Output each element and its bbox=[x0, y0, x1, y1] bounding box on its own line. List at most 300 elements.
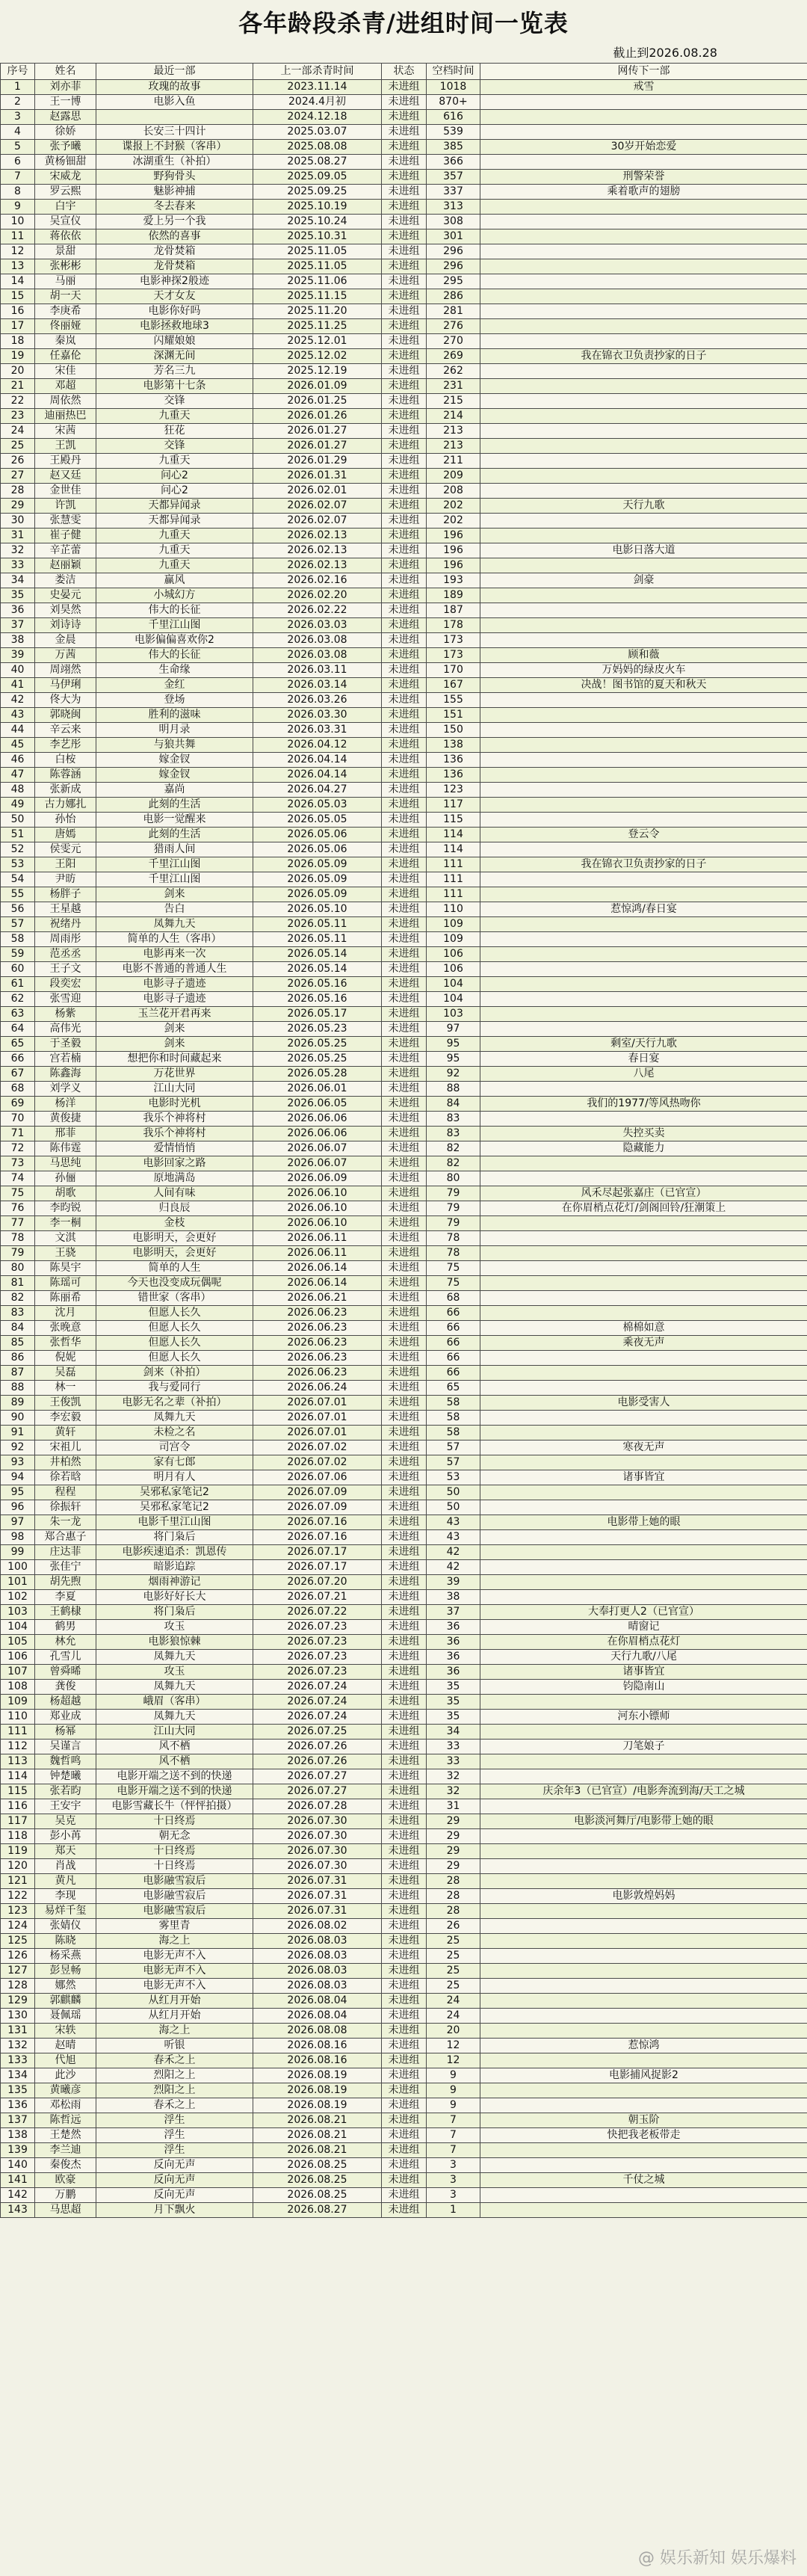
cell-name: 刘昊然 bbox=[35, 603, 96, 618]
col-header-next-project: 网传下一部 bbox=[480, 64, 807, 80]
cell-name: 郭晓闽 bbox=[35, 708, 96, 723]
cell-gap-days: 33 bbox=[427, 1740, 480, 1754]
cell-status: 未进组 bbox=[382, 1216, 427, 1231]
cell-gap-days: 616 bbox=[427, 110, 480, 125]
cell-next-project bbox=[480, 1844, 807, 1859]
cell-gap-days: 104 bbox=[427, 992, 480, 1007]
cell-status: 未进组 bbox=[382, 229, 427, 244]
cell-next-project bbox=[480, 2053, 807, 2068]
cell-name: 金世佳 bbox=[35, 484, 96, 499]
cell-index: 86 bbox=[1, 1351, 35, 1366]
cell-name: 李艺彤 bbox=[35, 738, 96, 753]
cell-index: 133 bbox=[1, 2053, 35, 2068]
cell-gap-days: 187 bbox=[427, 603, 480, 618]
cell-wrap-date: 2025.03.07 bbox=[253, 125, 382, 140]
cell-gap-days: 24 bbox=[427, 2009, 480, 2024]
cell-gap-days: 57 bbox=[427, 1455, 480, 1470]
cell-gap-days: 193 bbox=[427, 573, 480, 588]
cell-name: 王骁 bbox=[35, 1246, 96, 1261]
cell-status: 未进组 bbox=[382, 663, 427, 678]
cell-name: 李昀锐 bbox=[35, 1201, 96, 1216]
cell-name: 张予曦 bbox=[35, 140, 96, 155]
cell-gap-days: 109 bbox=[427, 917, 480, 932]
cell-index: 22 bbox=[1, 394, 35, 409]
cell-gap-days: 36 bbox=[427, 1635, 480, 1650]
cell-status: 未进组 bbox=[382, 1261, 427, 1276]
cell-status: 未进组 bbox=[382, 1201, 427, 1216]
cell-next-project bbox=[480, 1112, 807, 1127]
cell-gap-days: 75 bbox=[427, 1276, 480, 1291]
cell-latest-work: 电影狼惊棘 bbox=[96, 1635, 253, 1650]
cell-latest-work: 司宫令 bbox=[96, 1440, 253, 1455]
cell-next-project bbox=[480, 917, 807, 932]
cell-latest-work: 猎雨人间 bbox=[96, 842, 253, 857]
cell-latest-work: 错世家（客串） bbox=[96, 1291, 253, 1306]
cell-index: 122 bbox=[1, 1889, 35, 1904]
table-row bbox=[1, 319, 807, 334]
cell-gap-days: 97 bbox=[427, 1022, 480, 1037]
table-row bbox=[1, 1575, 807, 1590]
cell-latest-work: 九重天 bbox=[96, 529, 253, 543]
table-row bbox=[1, 1560, 807, 1575]
cell-gap-days: 1018 bbox=[427, 80, 480, 95]
cell-index: 73 bbox=[1, 1156, 35, 1171]
table-row bbox=[1, 1141, 807, 1156]
cell-latest-work: 电影无名之辈（补拍） bbox=[96, 1396, 253, 1411]
cell-latest-work: 电影寻子遗迹 bbox=[96, 977, 253, 992]
cell-wrap-date: 2026.02.01 bbox=[253, 484, 382, 499]
cell-wrap-date: 2026.03.14 bbox=[253, 678, 382, 693]
cell-name: 黄杨钿甜 bbox=[35, 155, 96, 170]
watermark: @ 娱乐新知 娱乐爆料 bbox=[638, 2549, 797, 2568]
cell-gap-days: 7 bbox=[427, 2143, 480, 2158]
cell-status: 未进组 bbox=[382, 1037, 427, 1052]
table-row bbox=[1, 842, 807, 857]
cell-index: 7 bbox=[1, 170, 35, 185]
cell-name: 崔子健 bbox=[35, 529, 96, 543]
cell-index: 100 bbox=[1, 1560, 35, 1575]
col-header-wrap-date: 上一部杀青时间 bbox=[253, 64, 382, 80]
table-row bbox=[1, 1336, 807, 1351]
cell-index: 35 bbox=[1, 588, 35, 603]
cell-next-project bbox=[480, 1949, 807, 1964]
cell-next-project bbox=[480, 1291, 807, 1306]
cell-wrap-date: 2026.01.26 bbox=[253, 409, 382, 424]
cell-name: 秦岚 bbox=[35, 334, 96, 349]
cell-index: 111 bbox=[1, 1725, 35, 1740]
cell-name: 林一 bbox=[35, 1381, 96, 1396]
cell-name: 佟大为 bbox=[35, 693, 96, 708]
cell-next-project bbox=[480, 1455, 807, 1470]
cell-name: 赵晴 bbox=[35, 2039, 96, 2053]
cell-index: 83 bbox=[1, 1306, 35, 1321]
cell-next-project bbox=[480, 1590, 807, 1605]
table-row bbox=[1, 1635, 807, 1650]
cell-wrap-date: 2025.11.25 bbox=[253, 319, 382, 334]
cell-gap-days: 38 bbox=[427, 1590, 480, 1605]
cell-name: 罗云熙 bbox=[35, 185, 96, 200]
cell-index: 54 bbox=[1, 872, 35, 887]
cell-name: 朱一龙 bbox=[35, 1515, 96, 1530]
table-row bbox=[1, 259, 807, 274]
cell-next-project bbox=[480, 1994, 807, 2009]
cell-wrap-date: 2026.05.17 bbox=[253, 1007, 382, 1022]
cell-name: 杨采燕 bbox=[35, 1949, 96, 1964]
cell-status: 未进组 bbox=[382, 1575, 427, 1590]
cell-gap-days: 337 bbox=[427, 185, 480, 200]
cell-status: 未进组 bbox=[382, 992, 427, 1007]
cell-index: 56 bbox=[1, 902, 35, 917]
cell-latest-work: 凤舞九天 bbox=[96, 1710, 253, 1725]
cell-latest-work: 冬去春来 bbox=[96, 200, 253, 215]
cell-index: 71 bbox=[1, 1127, 35, 1141]
cell-name: 吴宣仪 bbox=[35, 215, 96, 229]
table-row bbox=[1, 2053, 807, 2068]
table-row bbox=[1, 618, 807, 633]
cell-latest-work: 凤舞九天 bbox=[96, 1650, 253, 1665]
cell-gap-days: 178 bbox=[427, 618, 480, 633]
cell-wrap-date: 2026.05.05 bbox=[253, 813, 382, 828]
cell-index: 48 bbox=[1, 783, 35, 798]
cell-latest-work: 千里江山图 bbox=[96, 872, 253, 887]
cell-index: 9 bbox=[1, 200, 35, 215]
cell-gap-days: 35 bbox=[427, 1695, 480, 1710]
cell-name: 范丞丞 bbox=[35, 947, 96, 962]
cell-wrap-date: 2026.07.01 bbox=[253, 1426, 382, 1440]
cell-gap-days: 36 bbox=[427, 1620, 480, 1635]
cell-wrap-date: 2026.02.07 bbox=[253, 514, 382, 529]
cell-gap-days: 88 bbox=[427, 1082, 480, 1097]
cell-next-project: 在你眉梢点花灯 bbox=[480, 1635, 807, 1650]
cell-name: 胡歌 bbox=[35, 1186, 96, 1201]
table-row bbox=[1, 783, 807, 798]
table-row bbox=[1, 1007, 807, 1022]
cell-next-project bbox=[480, 379, 807, 394]
as-of-date: 截止到2026.08.28 bbox=[613, 46, 717, 60]
cell-latest-work: 电影你好吗 bbox=[96, 304, 253, 319]
cell-wrap-date: 2026.07.31 bbox=[253, 1874, 382, 1889]
table-row bbox=[1, 229, 807, 244]
cell-next-project bbox=[480, 1082, 807, 1097]
cell-index: 69 bbox=[1, 1097, 35, 1112]
cell-next-project bbox=[480, 2203, 807, 2218]
cell-status: 未进组 bbox=[382, 1007, 427, 1022]
cell-gap-days: 37 bbox=[427, 1605, 480, 1620]
cell-status: 未进组 bbox=[382, 618, 427, 633]
cell-status: 未进组 bbox=[382, 2188, 427, 2203]
table-row bbox=[1, 1485, 807, 1500]
cell-name: 郑业成 bbox=[35, 1710, 96, 1725]
cell-next-project bbox=[480, 932, 807, 947]
cell-next-project: 我们的1977/等风热吻你 bbox=[480, 1097, 807, 1112]
cell-gap-days: 151 bbox=[427, 708, 480, 723]
cell-gap-days: 7 bbox=[427, 2113, 480, 2128]
table-row bbox=[1, 1979, 807, 1994]
cell-name: 林允 bbox=[35, 1635, 96, 1650]
table-row bbox=[1, 1082, 807, 1097]
cell-wrap-date: 2026.03.08 bbox=[253, 633, 382, 648]
cell-wrap-date: 2026.07.09 bbox=[253, 1485, 382, 1500]
cell-wrap-date: 2026.07.24 bbox=[253, 1710, 382, 1725]
cell-name: 侯雯元 bbox=[35, 842, 96, 857]
cell-next-project: 戒雪 bbox=[480, 80, 807, 95]
cell-latest-work: 登场 bbox=[96, 693, 253, 708]
cell-gap-days: 110 bbox=[427, 902, 480, 917]
cell-status: 未进组 bbox=[382, 1127, 427, 1141]
cell-latest-work: 闪耀娘娘 bbox=[96, 334, 253, 349]
cell-gap-days: 28 bbox=[427, 1904, 480, 1919]
table-row bbox=[1, 1799, 807, 1814]
cell-name: 娜然 bbox=[35, 1979, 96, 1994]
cell-index: 139 bbox=[1, 2143, 35, 2158]
table-row bbox=[1, 185, 807, 200]
cell-gap-days: 366 bbox=[427, 155, 480, 170]
table-row bbox=[1, 349, 807, 364]
cell-wrap-date: 2026.06.06 bbox=[253, 1112, 382, 1127]
cell-wrap-date: 2026.07.20 bbox=[253, 1575, 382, 1590]
cell-wrap-date: 2026.07.21 bbox=[253, 1590, 382, 1605]
cell-name: 许凯 bbox=[35, 499, 96, 514]
cell-wrap-date: 2026.08.21 bbox=[253, 2128, 382, 2143]
cell-index: 105 bbox=[1, 1635, 35, 1650]
cell-status: 未进组 bbox=[382, 1799, 427, 1814]
cell-index: 84 bbox=[1, 1321, 35, 1336]
cell-wrap-date: 2026.05.06 bbox=[253, 828, 382, 842]
table-row bbox=[1, 1321, 807, 1336]
cell-latest-work: 电影融雪寂后 bbox=[96, 1889, 253, 1904]
cell-status: 未进组 bbox=[382, 1889, 427, 1904]
cell-wrap-date: 2025.11.20 bbox=[253, 304, 382, 319]
cell-status: 未进组 bbox=[382, 1426, 427, 1440]
cell-wrap-date: 2026.06.05 bbox=[253, 1097, 382, 1112]
cell-status: 未进组 bbox=[382, 1306, 427, 1321]
table-row bbox=[1, 1411, 807, 1426]
cell-next-project: 乘着歌声的翅膀 bbox=[480, 185, 807, 200]
cell-name: 张若昀 bbox=[35, 1784, 96, 1799]
cell-gap-days: 173 bbox=[427, 648, 480, 663]
cell-next-project bbox=[480, 813, 807, 828]
cell-status: 未进组 bbox=[382, 334, 427, 349]
cell-status: 未进组 bbox=[382, 1321, 427, 1336]
cell-next-project bbox=[480, 484, 807, 499]
cell-index: 132 bbox=[1, 2039, 35, 2053]
cell-latest-work: 赢风 bbox=[96, 573, 253, 588]
cell-name: 杨幂 bbox=[35, 1725, 96, 1740]
cell-index: 106 bbox=[1, 1650, 35, 1665]
cell-status: 未进组 bbox=[382, 1276, 427, 1291]
cell-status: 未进组 bbox=[382, 1769, 427, 1784]
cell-latest-work: 听银 bbox=[96, 2039, 253, 2053]
cell-status: 未进组 bbox=[382, 1052, 427, 1067]
cell-name: 张彬彬 bbox=[35, 259, 96, 274]
cell-name: 黄俊捷 bbox=[35, 1112, 96, 1127]
cell-name: 代旭 bbox=[35, 2053, 96, 2068]
cell-wrap-date: 2026.04.14 bbox=[253, 768, 382, 783]
cell-next-project bbox=[480, 155, 807, 170]
cell-wrap-date: 2026.06.14 bbox=[253, 1261, 382, 1276]
cell-latest-work: 剑来 bbox=[96, 887, 253, 902]
cell-status: 未进组 bbox=[382, 1156, 427, 1171]
cell-wrap-date: 2026.06.14 bbox=[253, 1276, 382, 1291]
cell-index: 82 bbox=[1, 1291, 35, 1306]
cell-index: 4 bbox=[1, 125, 35, 140]
cell-wrap-date: 2026.01.27 bbox=[253, 424, 382, 439]
cell-status: 未进组 bbox=[382, 1530, 427, 1545]
cell-latest-work: 电影神探2般迹 bbox=[96, 274, 253, 289]
cell-next-project: 决战！图书馆的夏天和秋天 bbox=[480, 678, 807, 693]
cell-index: 53 bbox=[1, 857, 35, 872]
cell-name: 倪妮 bbox=[35, 1351, 96, 1366]
cell-index: 47 bbox=[1, 768, 35, 783]
cell-index: 127 bbox=[1, 1964, 35, 1979]
table-row bbox=[1, 514, 807, 529]
cell-index: 66 bbox=[1, 1052, 35, 1067]
cell-latest-work: 万花世界 bbox=[96, 1067, 253, 1082]
cell-status: 未进组 bbox=[382, 828, 427, 842]
cell-status: 未进组 bbox=[382, 738, 427, 753]
table-row bbox=[1, 274, 807, 289]
cell-gap-days: 24 bbox=[427, 1994, 480, 2009]
cell-gap-days: 82 bbox=[427, 1141, 480, 1156]
cell-status: 未进组 bbox=[382, 1784, 427, 1799]
cell-name: 井柏然 bbox=[35, 1455, 96, 1470]
cell-status: 未进组 bbox=[382, 1754, 427, 1769]
table-row bbox=[1, 529, 807, 543]
cell-gap-days: 84 bbox=[427, 1097, 480, 1112]
cell-latest-work: 生命缘 bbox=[96, 663, 253, 678]
table-row bbox=[1, 1754, 807, 1769]
table-row bbox=[1, 155, 807, 170]
cell-next-project bbox=[480, 2009, 807, 2024]
cell-gap-days: 136 bbox=[427, 768, 480, 783]
table-row bbox=[1, 1351, 807, 1366]
cell-status: 未进组 bbox=[382, 319, 427, 334]
cell-next-project: 失控买卖 bbox=[480, 1127, 807, 1141]
cell-index: 104 bbox=[1, 1620, 35, 1635]
cell-index: 93 bbox=[1, 1455, 35, 1470]
col-header-index: 序号 bbox=[1, 64, 35, 80]
cell-name: 杨紫 bbox=[35, 1007, 96, 1022]
cell-next-project bbox=[480, 1485, 807, 1500]
cell-status: 未进组 bbox=[382, 424, 427, 439]
cell-next-project bbox=[480, 1306, 807, 1321]
cell-gap-days: 66 bbox=[427, 1306, 480, 1321]
cell-name: 黄凡 bbox=[35, 1874, 96, 1889]
cell-wrap-date: 2026.05.09 bbox=[253, 872, 382, 887]
table-row bbox=[1, 409, 807, 424]
cell-index: 10 bbox=[1, 215, 35, 229]
cell-gap-days: 3 bbox=[427, 2158, 480, 2173]
cell-latest-work: 电影无声不入 bbox=[96, 1979, 253, 1994]
cell-wrap-date: 2026.06.23 bbox=[253, 1366, 382, 1381]
cell-next-project: 电影敦煌妈妈 bbox=[480, 1889, 807, 1904]
cell-latest-work: 爱上另一个我 bbox=[96, 215, 253, 229]
cell-next-project bbox=[480, 1754, 807, 1769]
cell-next-project: 八尾 bbox=[480, 1067, 807, 1082]
cell-index: 2 bbox=[1, 95, 35, 110]
cell-name: 杨超越 bbox=[35, 1695, 96, 1710]
cell-latest-work: 嘉尚 bbox=[96, 783, 253, 798]
cell-gap-days: 111 bbox=[427, 857, 480, 872]
cell-wrap-date: 2025.12.01 bbox=[253, 334, 382, 349]
cell-latest-work: 问心2 bbox=[96, 469, 253, 484]
cell-latest-work: 凤舞九天 bbox=[96, 1680, 253, 1695]
cell-gap-days: 296 bbox=[427, 244, 480, 259]
table-row bbox=[1, 1067, 807, 1082]
cell-wrap-date: 2026.06.23 bbox=[253, 1351, 382, 1366]
cell-wrap-date: 2025.08.08 bbox=[253, 140, 382, 155]
cell-gap-days: 7 bbox=[427, 2128, 480, 2143]
cell-index: 70 bbox=[1, 1112, 35, 1127]
table-row bbox=[1, 947, 807, 962]
cell-gap-days: 270 bbox=[427, 334, 480, 349]
cell-next-project: 我在锦衣卫负责抄家的日子 bbox=[480, 349, 807, 364]
cell-index: 38 bbox=[1, 633, 35, 648]
cell-wrap-date: 2026.08.03 bbox=[253, 1949, 382, 1964]
cell-wrap-date: 2026.08.16 bbox=[253, 2039, 382, 2053]
table-row bbox=[1, 2083, 807, 2098]
cell-next-project: 春日宴 bbox=[480, 1052, 807, 1067]
cell-name: 孙俪 bbox=[35, 1171, 96, 1186]
cell-next-project bbox=[480, 2143, 807, 2158]
cell-wrap-date: 2026.06.24 bbox=[253, 1381, 382, 1396]
cell-gap-days: 25 bbox=[427, 1979, 480, 1994]
cell-next-project bbox=[480, 693, 807, 708]
cell-name: 吴磊 bbox=[35, 1366, 96, 1381]
cell-wrap-date: 2026.01.25 bbox=[253, 394, 382, 409]
cell-latest-work: 玫瑰的故事 bbox=[96, 80, 253, 95]
cell-status: 未进组 bbox=[382, 2039, 427, 2053]
cell-gap-days: 29 bbox=[427, 1844, 480, 1859]
cell-status: 未进组 bbox=[382, 1336, 427, 1351]
cell-wrap-date: 2026.01.29 bbox=[253, 454, 382, 469]
cell-gap-days: 150 bbox=[427, 723, 480, 738]
cell-wrap-date: 2025.09.05 bbox=[253, 170, 382, 185]
cell-latest-work: 爱情悄悄 bbox=[96, 1141, 253, 1156]
cell-name: 易烊千玺 bbox=[35, 1904, 96, 1919]
cell-next-project: 刑警荣誉 bbox=[480, 170, 807, 185]
table-row bbox=[1, 558, 807, 573]
cell-wrap-date: 2026.05.10 bbox=[253, 902, 382, 917]
cell-latest-work: 金红 bbox=[96, 678, 253, 693]
cell-next-project: 30岁开始恋爱 bbox=[480, 140, 807, 155]
cell-name: 欧豪 bbox=[35, 2173, 96, 2188]
cell-index: 107 bbox=[1, 1665, 35, 1680]
cell-next-project bbox=[480, 319, 807, 334]
cell-wrap-date: 2026.07.31 bbox=[253, 1904, 382, 1919]
cell-name: 段奕宏 bbox=[35, 977, 96, 992]
cell-status: 未进组 bbox=[382, 1411, 427, 1426]
cell-gap-days: 78 bbox=[427, 1246, 480, 1261]
cell-latest-work: 峨眉（客串） bbox=[96, 1695, 253, 1710]
cell-status: 未进组 bbox=[382, 1844, 427, 1859]
cell-index: 51 bbox=[1, 828, 35, 842]
table-row bbox=[1, 1052, 807, 1067]
cell-latest-work: 暗影追踪 bbox=[96, 1560, 253, 1575]
cell-next-project: 电影带上她的眼 bbox=[480, 1515, 807, 1530]
table-row bbox=[1, 1112, 807, 1127]
cell-index: 143 bbox=[1, 2203, 35, 2218]
cell-wrap-date: 2026.07.30 bbox=[253, 1844, 382, 1859]
cell-next-project bbox=[480, 1934, 807, 1949]
cell-next-project: 惹惊鸿 bbox=[480, 2039, 807, 2053]
cell-next-project bbox=[480, 977, 807, 992]
cell-index: 118 bbox=[1, 1829, 35, 1844]
table-row bbox=[1, 693, 807, 708]
cell-status: 未进组 bbox=[382, 2068, 427, 2083]
table-row bbox=[1, 364, 807, 379]
cell-name: 彭昱畅 bbox=[35, 1964, 96, 1979]
